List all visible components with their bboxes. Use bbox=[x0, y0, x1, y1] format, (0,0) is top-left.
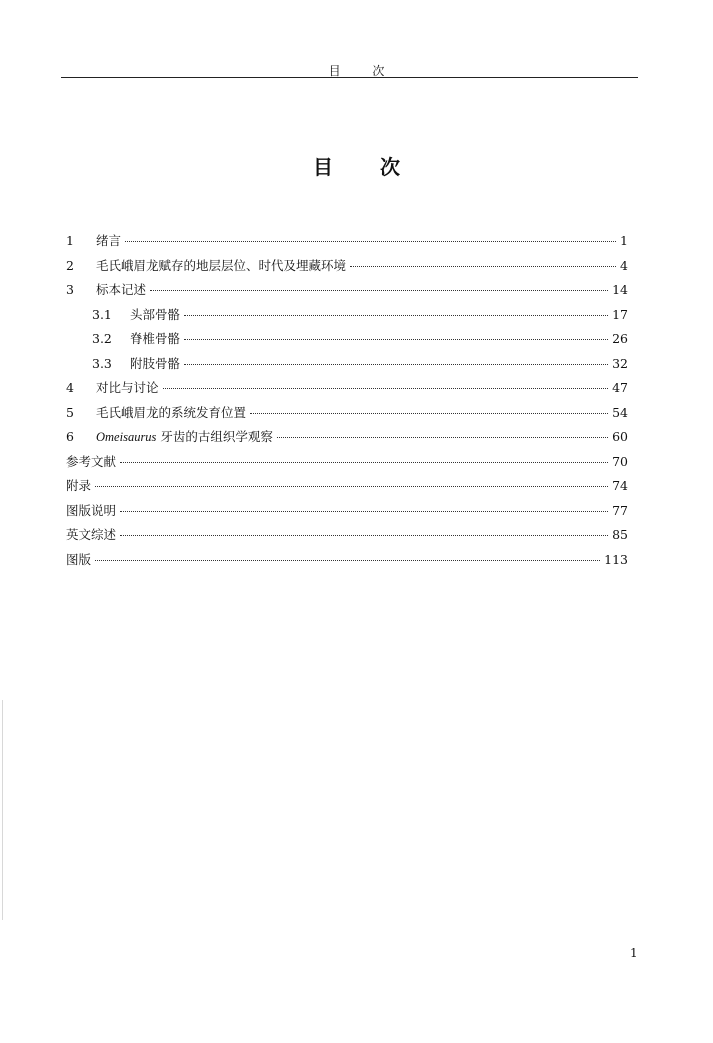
entry-number: 3.1 bbox=[92, 306, 112, 322]
entry-number: 2 bbox=[66, 257, 74, 273]
entry-title: 图版说明 bbox=[66, 502, 117, 518]
toc-entry[interactable] bbox=[66, 254, 628, 279]
entry-number: 3.2 bbox=[92, 331, 112, 346]
entry-number: 6 bbox=[66, 429, 74, 444]
dot-leader bbox=[184, 315, 608, 316]
table-of-contents bbox=[66, 229, 628, 572]
toc-entry[interactable] bbox=[66, 548, 628, 573]
entry-page: 14 bbox=[612, 282, 628, 297]
toc-entry[interactable] bbox=[66, 401, 628, 426]
dot-leader bbox=[120, 462, 608, 463]
entry-title: 毛氏峨眉龙赋存的地层层位、时代及埋藏环境 bbox=[96, 257, 347, 273]
page-number: 1 bbox=[630, 946, 638, 960]
entry-title: 毛氏峨眉龙的系统发育位置 bbox=[96, 404, 247, 420]
dot-leader bbox=[95, 486, 608, 487]
toc-entry[interactable] bbox=[66, 425, 628, 450]
entry-page: 47 bbox=[612, 380, 628, 395]
entry-title-text: 牙齿的古组织学观察 bbox=[160, 429, 273, 444]
toc-entry[interactable] bbox=[66, 450, 628, 475]
entry-page: 70 bbox=[612, 453, 628, 469]
entry-page: 77 bbox=[612, 502, 628, 518]
toc-entry[interactable] bbox=[66, 278, 628, 303]
entry-page: 26 bbox=[612, 331, 628, 346]
toc-entry[interactable] bbox=[66, 499, 628, 524]
running-head: 目 次 bbox=[328, 64, 399, 78]
dot-leader bbox=[120, 535, 608, 536]
entry-title: 参考文献 bbox=[66, 453, 117, 469]
entry-title: 标本记述 bbox=[96, 282, 147, 297]
scan-margin-line bbox=[2, 700, 3, 920]
dot-leader bbox=[95, 560, 600, 561]
dot-leader bbox=[163, 388, 609, 389]
entry-title: 对比与讨论 bbox=[96, 380, 159, 395]
entry-number: 4 bbox=[66, 380, 74, 395]
entry-title: 绪言 bbox=[96, 233, 122, 248]
toc-entry[interactable] bbox=[66, 523, 628, 548]
dot-leader bbox=[350, 266, 616, 267]
entry-page: 74 bbox=[612, 478, 628, 493]
toc-entry[interactable] bbox=[66, 229, 628, 254]
entry-title: 英文综述 bbox=[66, 527, 117, 542]
entry-page: 113 bbox=[604, 551, 628, 567]
entry-title: 附肢骨骼 bbox=[130, 355, 181, 371]
entry-page: 60 bbox=[612, 429, 628, 444]
header-rule bbox=[61, 77, 638, 78]
entry-title: 附录 bbox=[66, 478, 92, 493]
entry-title: 图版 bbox=[66, 551, 92, 567]
dot-leader bbox=[125, 241, 616, 242]
entry-page: 4 bbox=[620, 257, 628, 273]
entry-title bbox=[96, 425, 273, 450]
entry-number: 3 bbox=[66, 282, 74, 297]
entry-page: 54 bbox=[612, 404, 628, 420]
toc-entry[interactable] bbox=[66, 376, 628, 401]
page-title: 目 次 bbox=[313, 155, 420, 179]
entry-page: 17 bbox=[612, 306, 628, 322]
entry-page: 85 bbox=[612, 527, 628, 542]
entry-number: 1 bbox=[66, 233, 74, 248]
entry-number: 3.3 bbox=[92, 355, 112, 371]
entry-title: 头部骨骼 bbox=[130, 306, 181, 322]
entry-page: 1 bbox=[620, 233, 628, 248]
genus-name: Omeisaurus bbox=[96, 430, 157, 444]
dot-leader bbox=[277, 437, 608, 438]
toc-subentry[interactable] bbox=[66, 327, 628, 352]
entry-title: 脊椎骨骼 bbox=[130, 331, 181, 346]
toc-subentry[interactable] bbox=[66, 303, 628, 328]
entry-page: 32 bbox=[612, 355, 628, 371]
toc-entry[interactable] bbox=[66, 474, 628, 499]
dot-leader bbox=[250, 413, 608, 414]
dot-leader bbox=[120, 511, 608, 512]
toc-subentry[interactable] bbox=[66, 352, 628, 377]
dot-leader bbox=[184, 339, 608, 340]
dot-leader bbox=[184, 364, 608, 365]
entry-number: 5 bbox=[66, 404, 74, 420]
dot-leader bbox=[150, 290, 608, 291]
